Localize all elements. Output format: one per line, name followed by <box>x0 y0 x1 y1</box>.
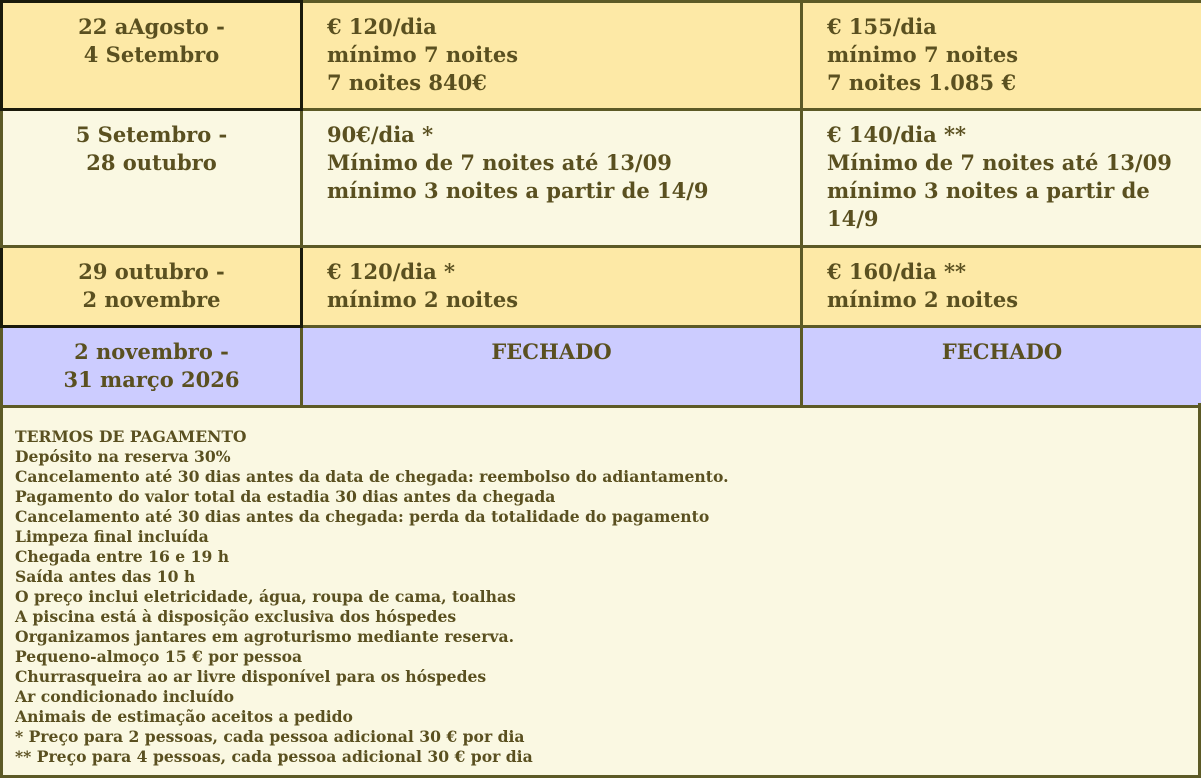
price-condition: mínimo 3 noites a partir de 14/9 <box>827 178 1150 231</box>
price-condition: Mínimo de 7 noites até 13/09 <box>827 150 1172 175</box>
price-condition: mínimo 3 noites a partir de 14/9 <box>327 178 709 203</box>
price-rate: € 120/dia <box>327 14 437 39</box>
price-condition: 7 noites 840€ <box>327 70 487 95</box>
price-condition: Mínimo de 7 noites até 13/09 <box>327 150 672 175</box>
price-rate: € 160/dia ** <box>827 259 966 284</box>
closed-cell <box>802 327 1201 407</box>
period-end: 4 Setembro <box>83 42 220 67</box>
price-condition: mínimo 2 noites <box>827 287 1019 312</box>
price-cell <box>802 110 1201 247</box>
price-cell <box>802 2 1201 110</box>
table-row <box>2 2 1201 110</box>
terms-line: Pequeno-almoço 15 € por pessoa <box>15 647 303 666</box>
closed-cell <box>302 327 802 407</box>
terms-line: Limpeza final incluída <box>15 527 209 546</box>
table-row <box>2 327 1201 407</box>
period-cell <box>2 247 302 327</box>
closed-label: FECHADO <box>941 339 1063 364</box>
price-rate: € 155/dia <box>827 14 937 39</box>
terms-line: Animais de estimação aceitos a pedido <box>15 707 353 726</box>
table-row <box>2 247 1201 327</box>
period-start: 29 outubro - <box>78 259 225 284</box>
price-rate: € 120/dia * <box>327 259 455 284</box>
terms-footnote: ** Preço para 4 pessoas, cada pessoa adicional 30 € por dia <box>15 747 533 766</box>
period-cell <box>2 2 302 110</box>
price-condition: mínimo 7 noites <box>327 42 519 67</box>
payment-terms <box>0 403 1201 778</box>
terms-line: Ar condicionado incluído <box>15 687 235 706</box>
terms-line: O preço inclui eletricidade, água, roupa de cama, toalhas <box>15 587 516 606</box>
price-rate: € 140/dia ** <box>827 122 966 147</box>
terms-line: A piscina está à disposição exclusiva dos hóspedes <box>15 607 457 626</box>
price-cell <box>302 110 802 247</box>
period-cell <box>2 110 302 247</box>
terms-heading: TERMOS DE PAGAMENTO <box>15 427 247 446</box>
terms-line: Chegada entre 16 e 19 h <box>15 547 230 566</box>
period-end: 2 novembre <box>82 287 221 312</box>
period-end: 31 março 2026 <box>63 367 240 392</box>
period-start: 5 Setembro - <box>75 122 228 147</box>
closed-label: FECHADO <box>491 339 612 364</box>
price-cell <box>802 247 1201 327</box>
price-cell <box>302 2 802 110</box>
price-rate: 90€/dia * <box>327 122 434 147</box>
period-start: 2 novembro - <box>74 339 229 364</box>
price-cell <box>302 247 802 327</box>
terms-line: Churrasqueira ao ar livre disponível para os hóspedes <box>15 667 487 686</box>
price-condition: 7 noites 1.085 € <box>827 70 1017 95</box>
period-end: 28 outubro <box>86 150 217 175</box>
table-row <box>2 110 1201 247</box>
period-start: 22 aAgosto - <box>78 14 225 39</box>
period-cell <box>2 327 302 407</box>
price-condition: mínimo 2 noites <box>327 287 519 312</box>
terms-line: Saída antes das 10 h <box>15 567 196 586</box>
terms-line: Depósito na reserva 30% <box>15 447 231 466</box>
terms-line: Cancelamento até 30 dias antes da data de chegada: reembolso do adiantamento. <box>15 467 729 486</box>
terms-line: Cancelamento até 30 dias antes da chegada: perda da totalidade do pagamento <box>15 507 710 526</box>
price-condition: mínimo 7 noites <box>827 42 1019 67</box>
terms-line: Pagamento do valor total da estadia 30 dias antes da chegada <box>15 487 556 506</box>
terms-line: Organizamos jantares em agroturismo mediante reserva. <box>15 627 515 646</box>
terms-footnote: * Preço para 2 pessoas, cada pessoa adicional 30 € por dia <box>15 727 525 746</box>
